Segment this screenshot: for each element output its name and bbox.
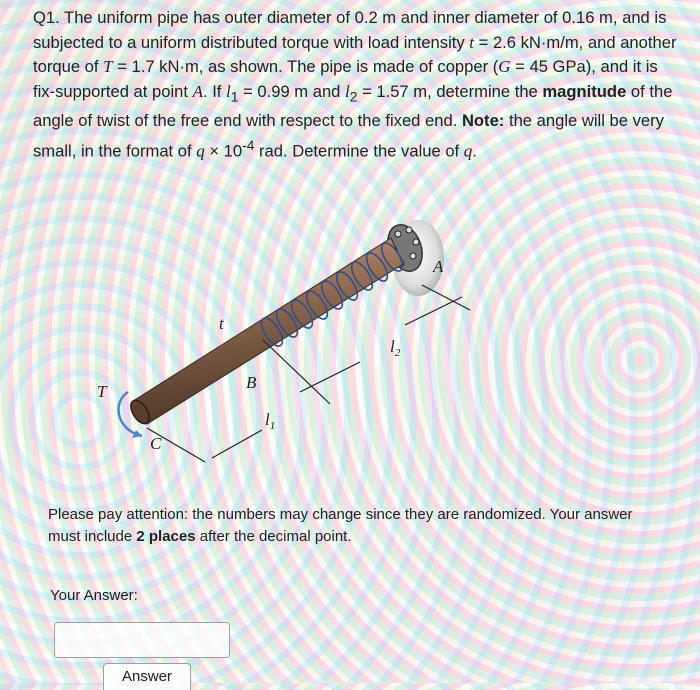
emphasis-magnitude: magnitude: [542, 81, 627, 101]
label-C: C: [150, 434, 162, 453]
label-A: A: [433, 257, 444, 276]
label-T: T: [97, 382, 107, 401]
label-B: B: [246, 373, 257, 392]
note-label: Note:: [461, 110, 505, 130]
pipe-figure: [0, 190, 700, 490]
randomization-note: Please pay attention: the numbers may change since they are randomized. Your answer must include 2 places after the decimal point.: [48, 506, 633, 545]
answer-button[interactable]: Answer: [103, 663, 191, 690]
label-l1: $l_1$: [265, 410, 276, 432]
question-number: Q1.: [33, 8, 60, 27]
label-l2: $l_2$: [390, 337, 401, 359]
your-answer-label: Your Answer:: [50, 587, 138, 604]
label-t: t: [219, 314, 224, 333]
answer-input[interactable]: [54, 622, 230, 658]
question-text: Q1. The uniform pipe has outer diameter of 0.2 m and inner diameter of 0.16 m, and is subjected to a uniform distributed torque with load intensity t = 2.6 kN·m/m, and another torque of T = 1.7 kN·m, as shown. The pipe is made of copper (G = 45 GPa), and it is fix-supported at point A. If $l_1 = 0.99$ m and $l_2 = 1.57$ m, determine the magnitude of the angle of twist of the free end with respect to the fixed end. Note: the angle will be very small, in the format of $q \times 10^{-4}$ rad. Determine the value of q.: [33, 8, 677, 161]
